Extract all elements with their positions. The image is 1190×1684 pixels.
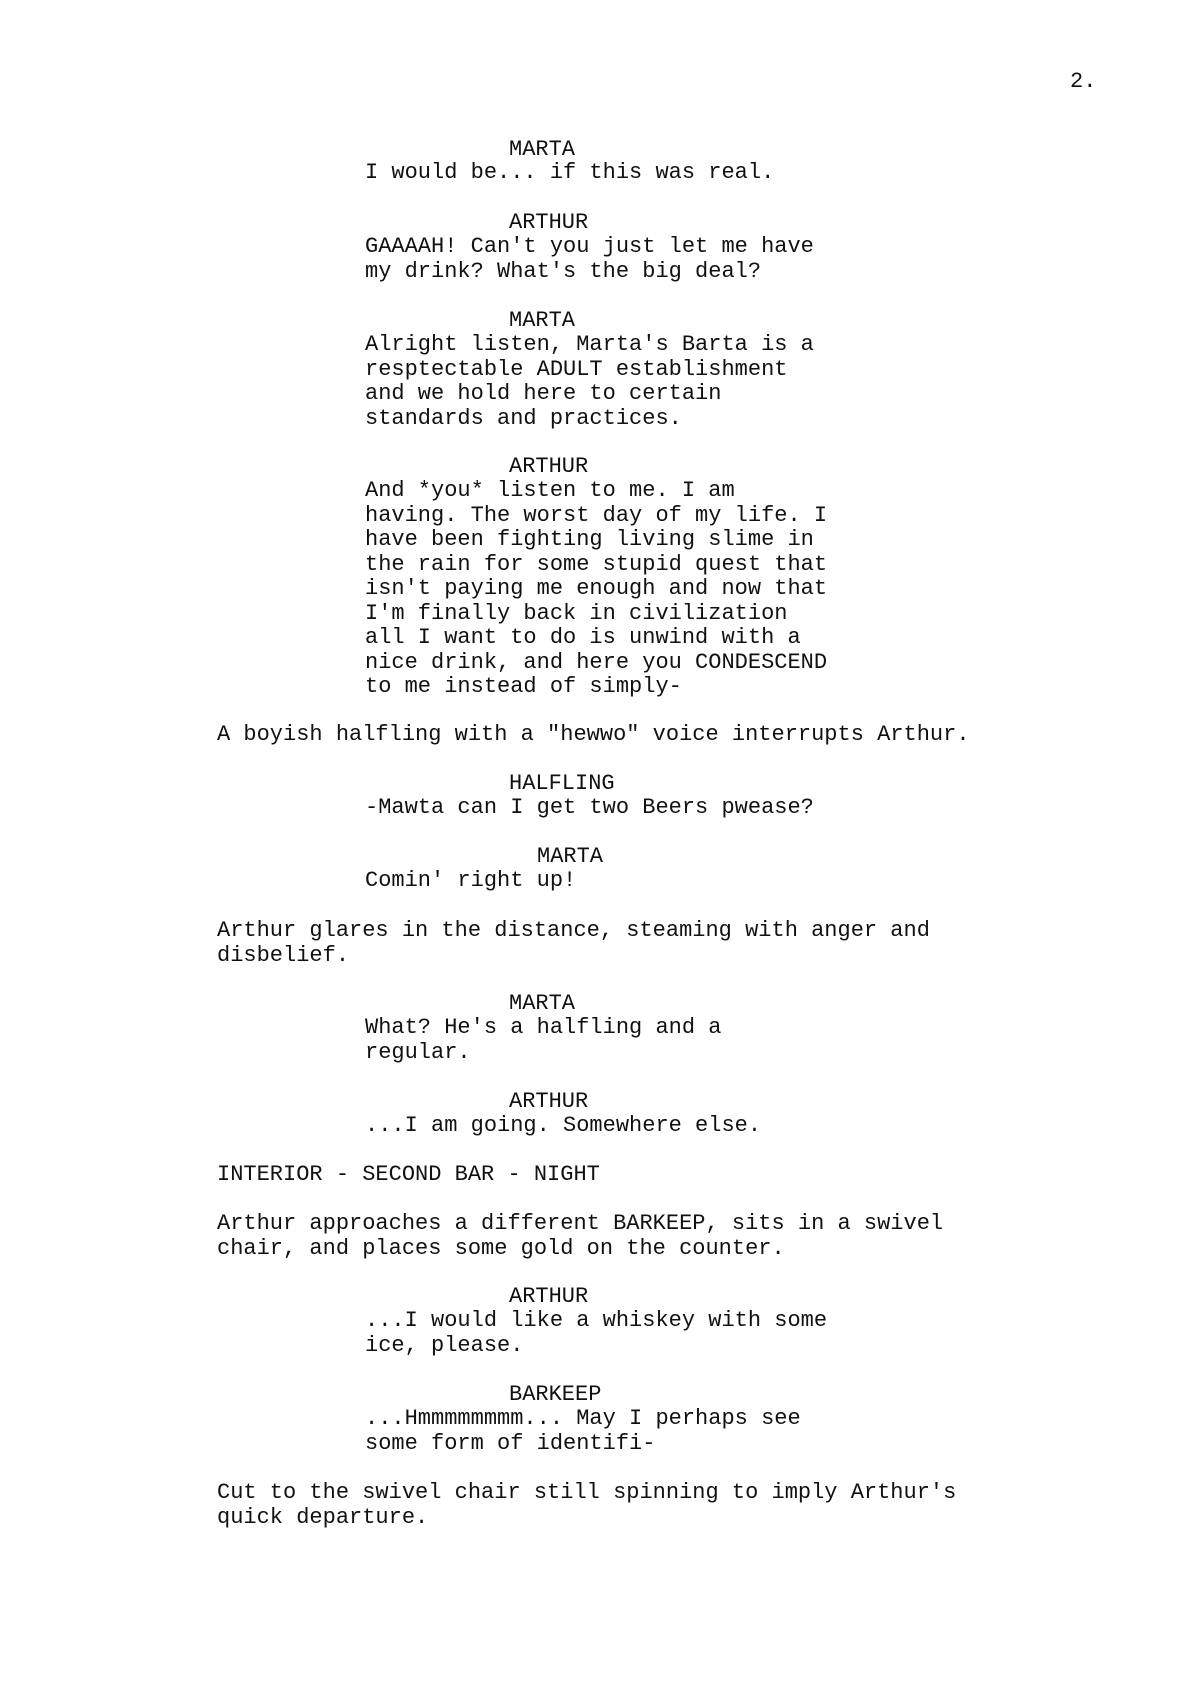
dialogue: -Mawta can I get two Beers pwease? xyxy=(365,795,814,820)
scene-heading: INTERIOR - SECOND BAR - NIGHT xyxy=(217,1162,600,1187)
action-line: Arthur approaches a different BARKEEP, sits in a swivel chair, and places some gold on the counter. xyxy=(217,1211,944,1261)
page-number: 2. xyxy=(1070,69,1097,94)
dialogue: I would be... if this was real. xyxy=(365,160,775,185)
dialogue: Comin' right up! xyxy=(365,868,577,893)
character-name: ARTHUR xyxy=(509,1284,589,1309)
character-name: ARTHUR xyxy=(509,454,589,479)
character-name: BARKEEP xyxy=(509,1382,602,1407)
dialogue: ...I am going. Somewhere else. xyxy=(365,1113,762,1138)
character-name: HALFLING xyxy=(509,771,615,796)
dialogue: Alright listen, Marta's Barta is a resptectable ADULT establishment and we hold here to certain standards and practices. xyxy=(365,332,814,431)
action-line: Cut to the swivel chair still spinning to imply Arthur's quick departure. xyxy=(217,1480,957,1530)
character-name: MARTA xyxy=(509,308,576,333)
action-line: Arthur glares in the distance, steaming with anger and disbelief. xyxy=(217,918,930,968)
character-name: MARTA xyxy=(509,991,576,1016)
dialogue: GAAAAH! Can't you just let me have my drink? What's the big deal? xyxy=(365,234,814,284)
character-name: MARTA xyxy=(537,844,604,869)
dialogue: And *you* listen to me. I am having. The worst day of my life. I have been fighting living slime in the rain for some stupid quest that isn't paying me enough and now that I'm finally back in civilization all I want to do is unwind with a nice drink, and here you CONDESCEND to me instead of simply- xyxy=(365,478,828,699)
dialogue: ...I would like a whiskey with some ice, please. xyxy=(365,1308,828,1358)
dialogue: What? He's a halfling and a regular. xyxy=(365,1015,722,1065)
character-name: MARTA xyxy=(509,137,576,162)
action-line: A boyish halfling with a "hewwo" voice interrupts Arthur. xyxy=(217,722,970,747)
dialogue: ...Hmmmmmmmm... May I perhaps see some form of identifi- xyxy=(365,1406,801,1456)
character-name: ARTHUR xyxy=(509,210,589,235)
character-name: ARTHUR xyxy=(509,1089,589,1114)
